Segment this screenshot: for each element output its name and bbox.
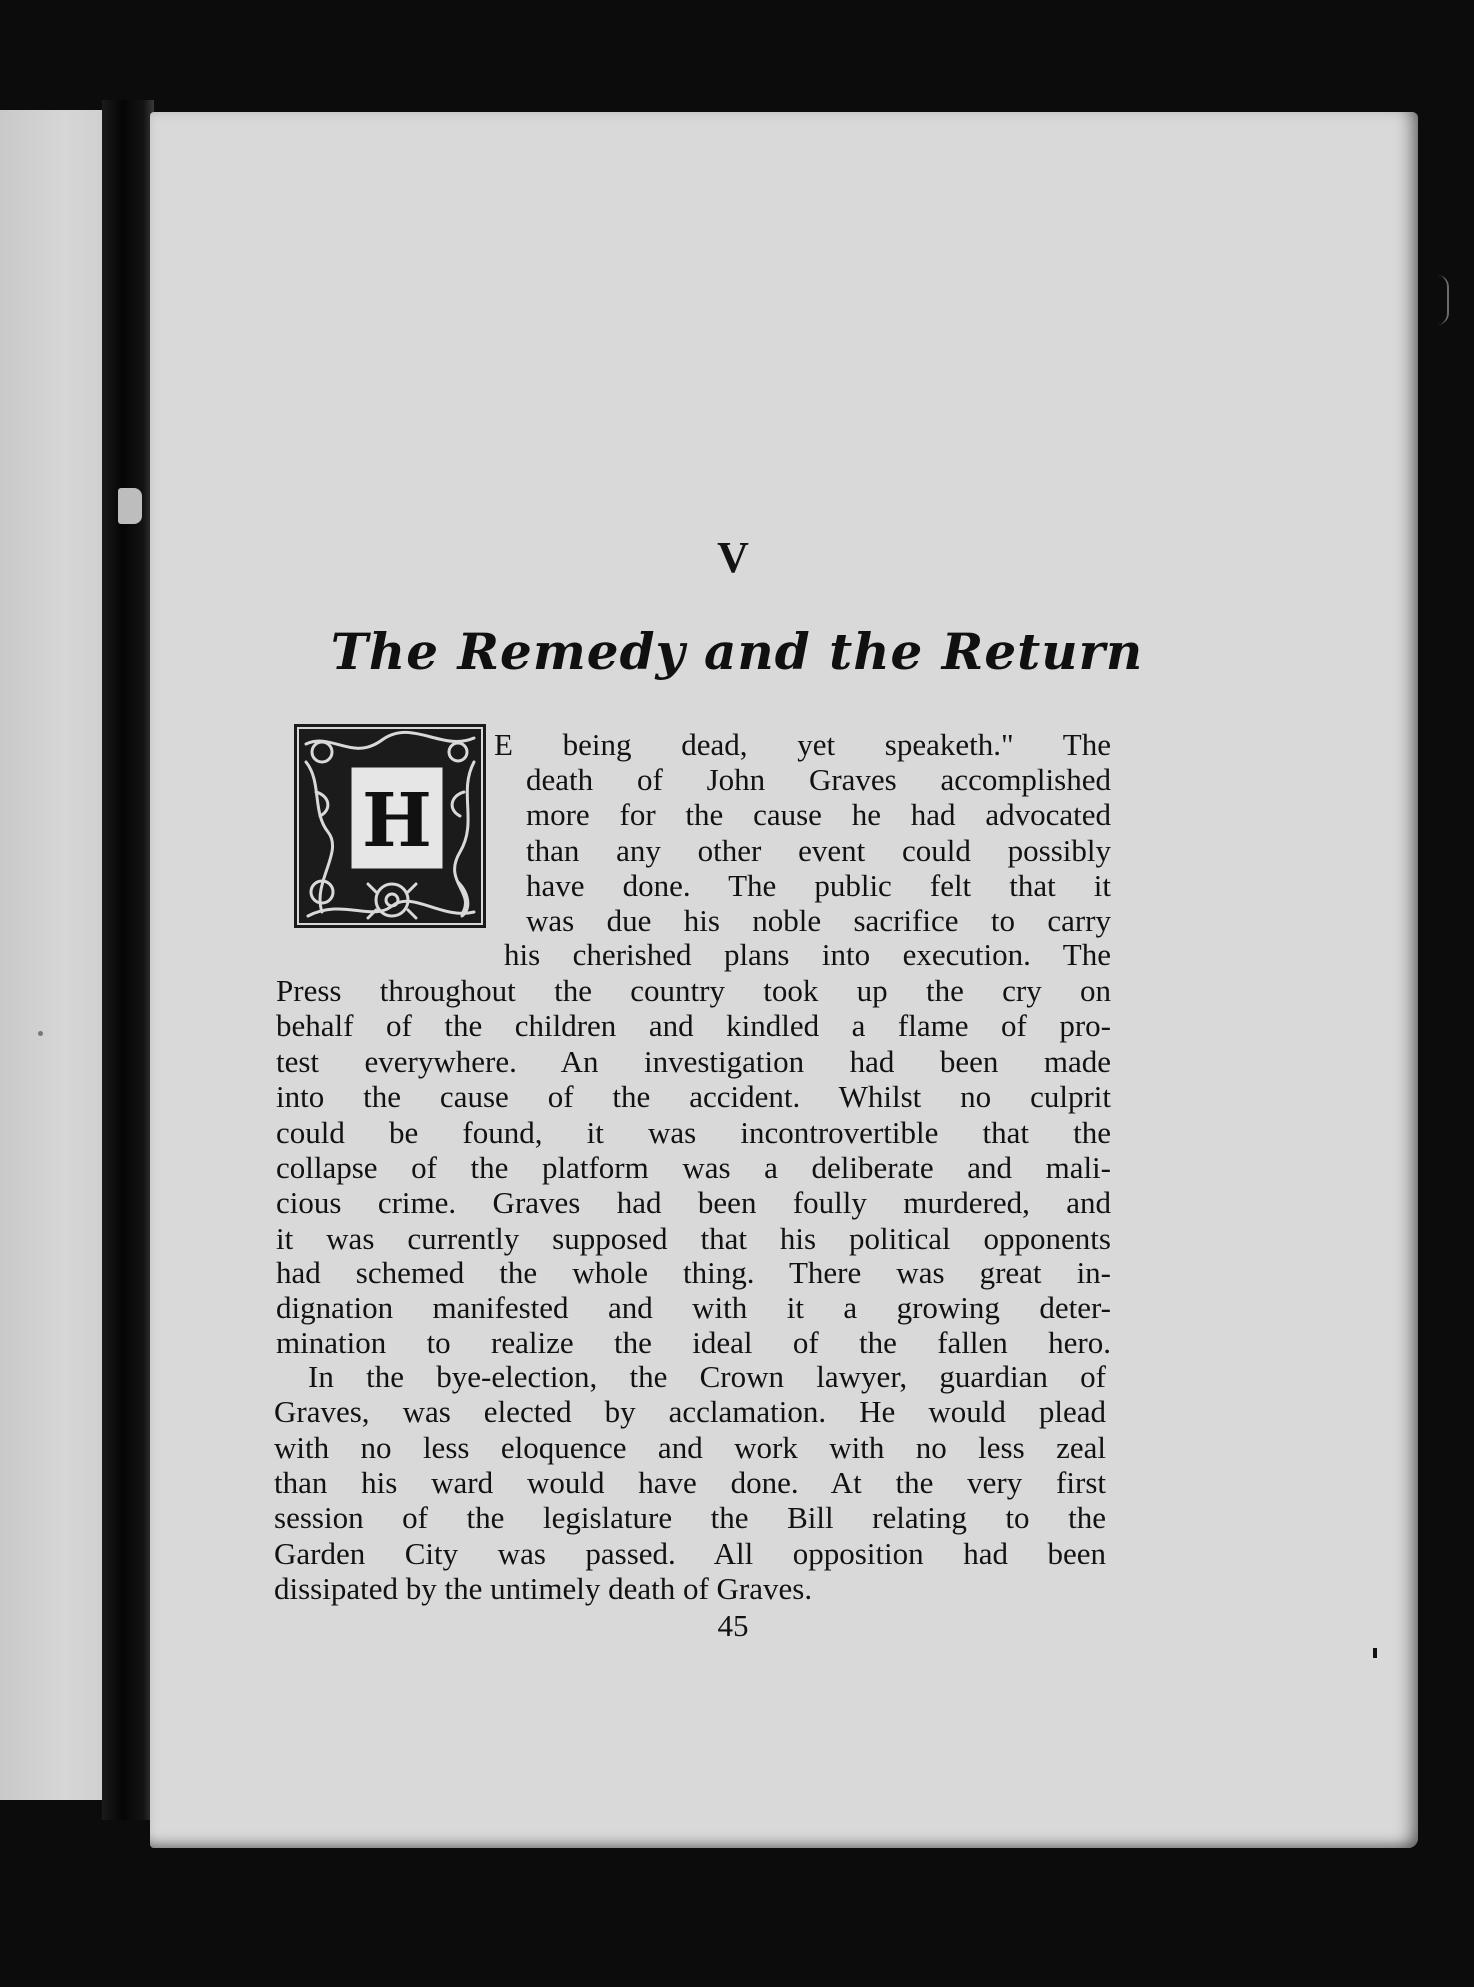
page-number: 45 — [717, 1608, 749, 1643]
paragraph-1-line: cious crime. Graves had been foully murdered, and — [276, 1185, 1111, 1220]
paragraph-1-line: behalf of the children and kindled a flame of pro- — [276, 1008, 1111, 1043]
binding-nick — [118, 488, 142, 524]
paragraph-2-line: Garden City was passed. All opposition had been — [274, 1536, 1106, 1571]
ornamental-floral-frame-icon — [292, 722, 488, 930]
paragraph-1-line: his cherished plans into execution. The — [504, 937, 1111, 972]
paragraph-1-line: death of John Graves accomplished — [526, 762, 1111, 797]
page-edge-mark — [1437, 275, 1449, 325]
paragraph-2-line: with no less eloquence and work with no less zeal — [274, 1430, 1106, 1465]
facing-page-edge — [0, 110, 108, 1800]
paragraph-1-line: than any other event could possibly — [526, 833, 1111, 868]
paragraph-1-line: collapse of the platform was a deliberate and mali- — [276, 1150, 1111, 1185]
drop-cap-letter: H — [362, 778, 432, 864]
paragraph-1-line: E being dead, yet speaketh." The — [494, 727, 1111, 762]
paragraph-1-line: Press throughout the country took up the cry on — [276, 973, 1111, 1008]
paragraph-1-line: was due his noble sacrifice to carry — [526, 903, 1111, 938]
paragraph-2-line: dissipated by the untimely death of Graves. — [274, 1571, 813, 1606]
chapter-number: V — [717, 533, 749, 582]
paragraph-2-line: than his ward would have done. At the very first — [274, 1465, 1106, 1500]
paragraph-2-line: In the bye-election, the Crown lawyer, guardian of — [308, 1359, 1106, 1394]
paragraph-1-line: it was currently supposed that his political opponents — [276, 1221, 1111, 1256]
paragraph-1-line: mination to realize the ideal of the fallen hero. — [276, 1325, 1111, 1360]
scan-speck — [38, 1031, 43, 1036]
paragraph-1-line: more for the cause he had advocated — [526, 797, 1111, 832]
paragraph-2-line: Graves, was elected by acclamation. He would plead — [274, 1394, 1106, 1429]
paragraph-1-line: could be found, it was incontrovertible that the — [276, 1115, 1111, 1150]
paragraph-1-line: dignation manifested and with it a growing deter- — [276, 1290, 1111, 1325]
paragraph-1-line: test everywhere. An investigation had been made — [276, 1044, 1111, 1079]
paragraph-1-line: into the cause of the accident. Whilst no culprit — [276, 1079, 1111, 1114]
drop-cap — [292, 722, 488, 930]
paragraph-1-line: had schemed the whole thing. There was great in- — [276, 1255, 1111, 1290]
chapter-title: The Remedy and the Return — [330, 622, 1144, 681]
scan-speck-right — [1373, 1648, 1377, 1658]
paragraph-1-line: have done. The public felt that it — [526, 868, 1111, 903]
paragraph-2-line: session of the legislature the Bill relating to the — [274, 1500, 1106, 1535]
book-gutter — [102, 100, 154, 1820]
